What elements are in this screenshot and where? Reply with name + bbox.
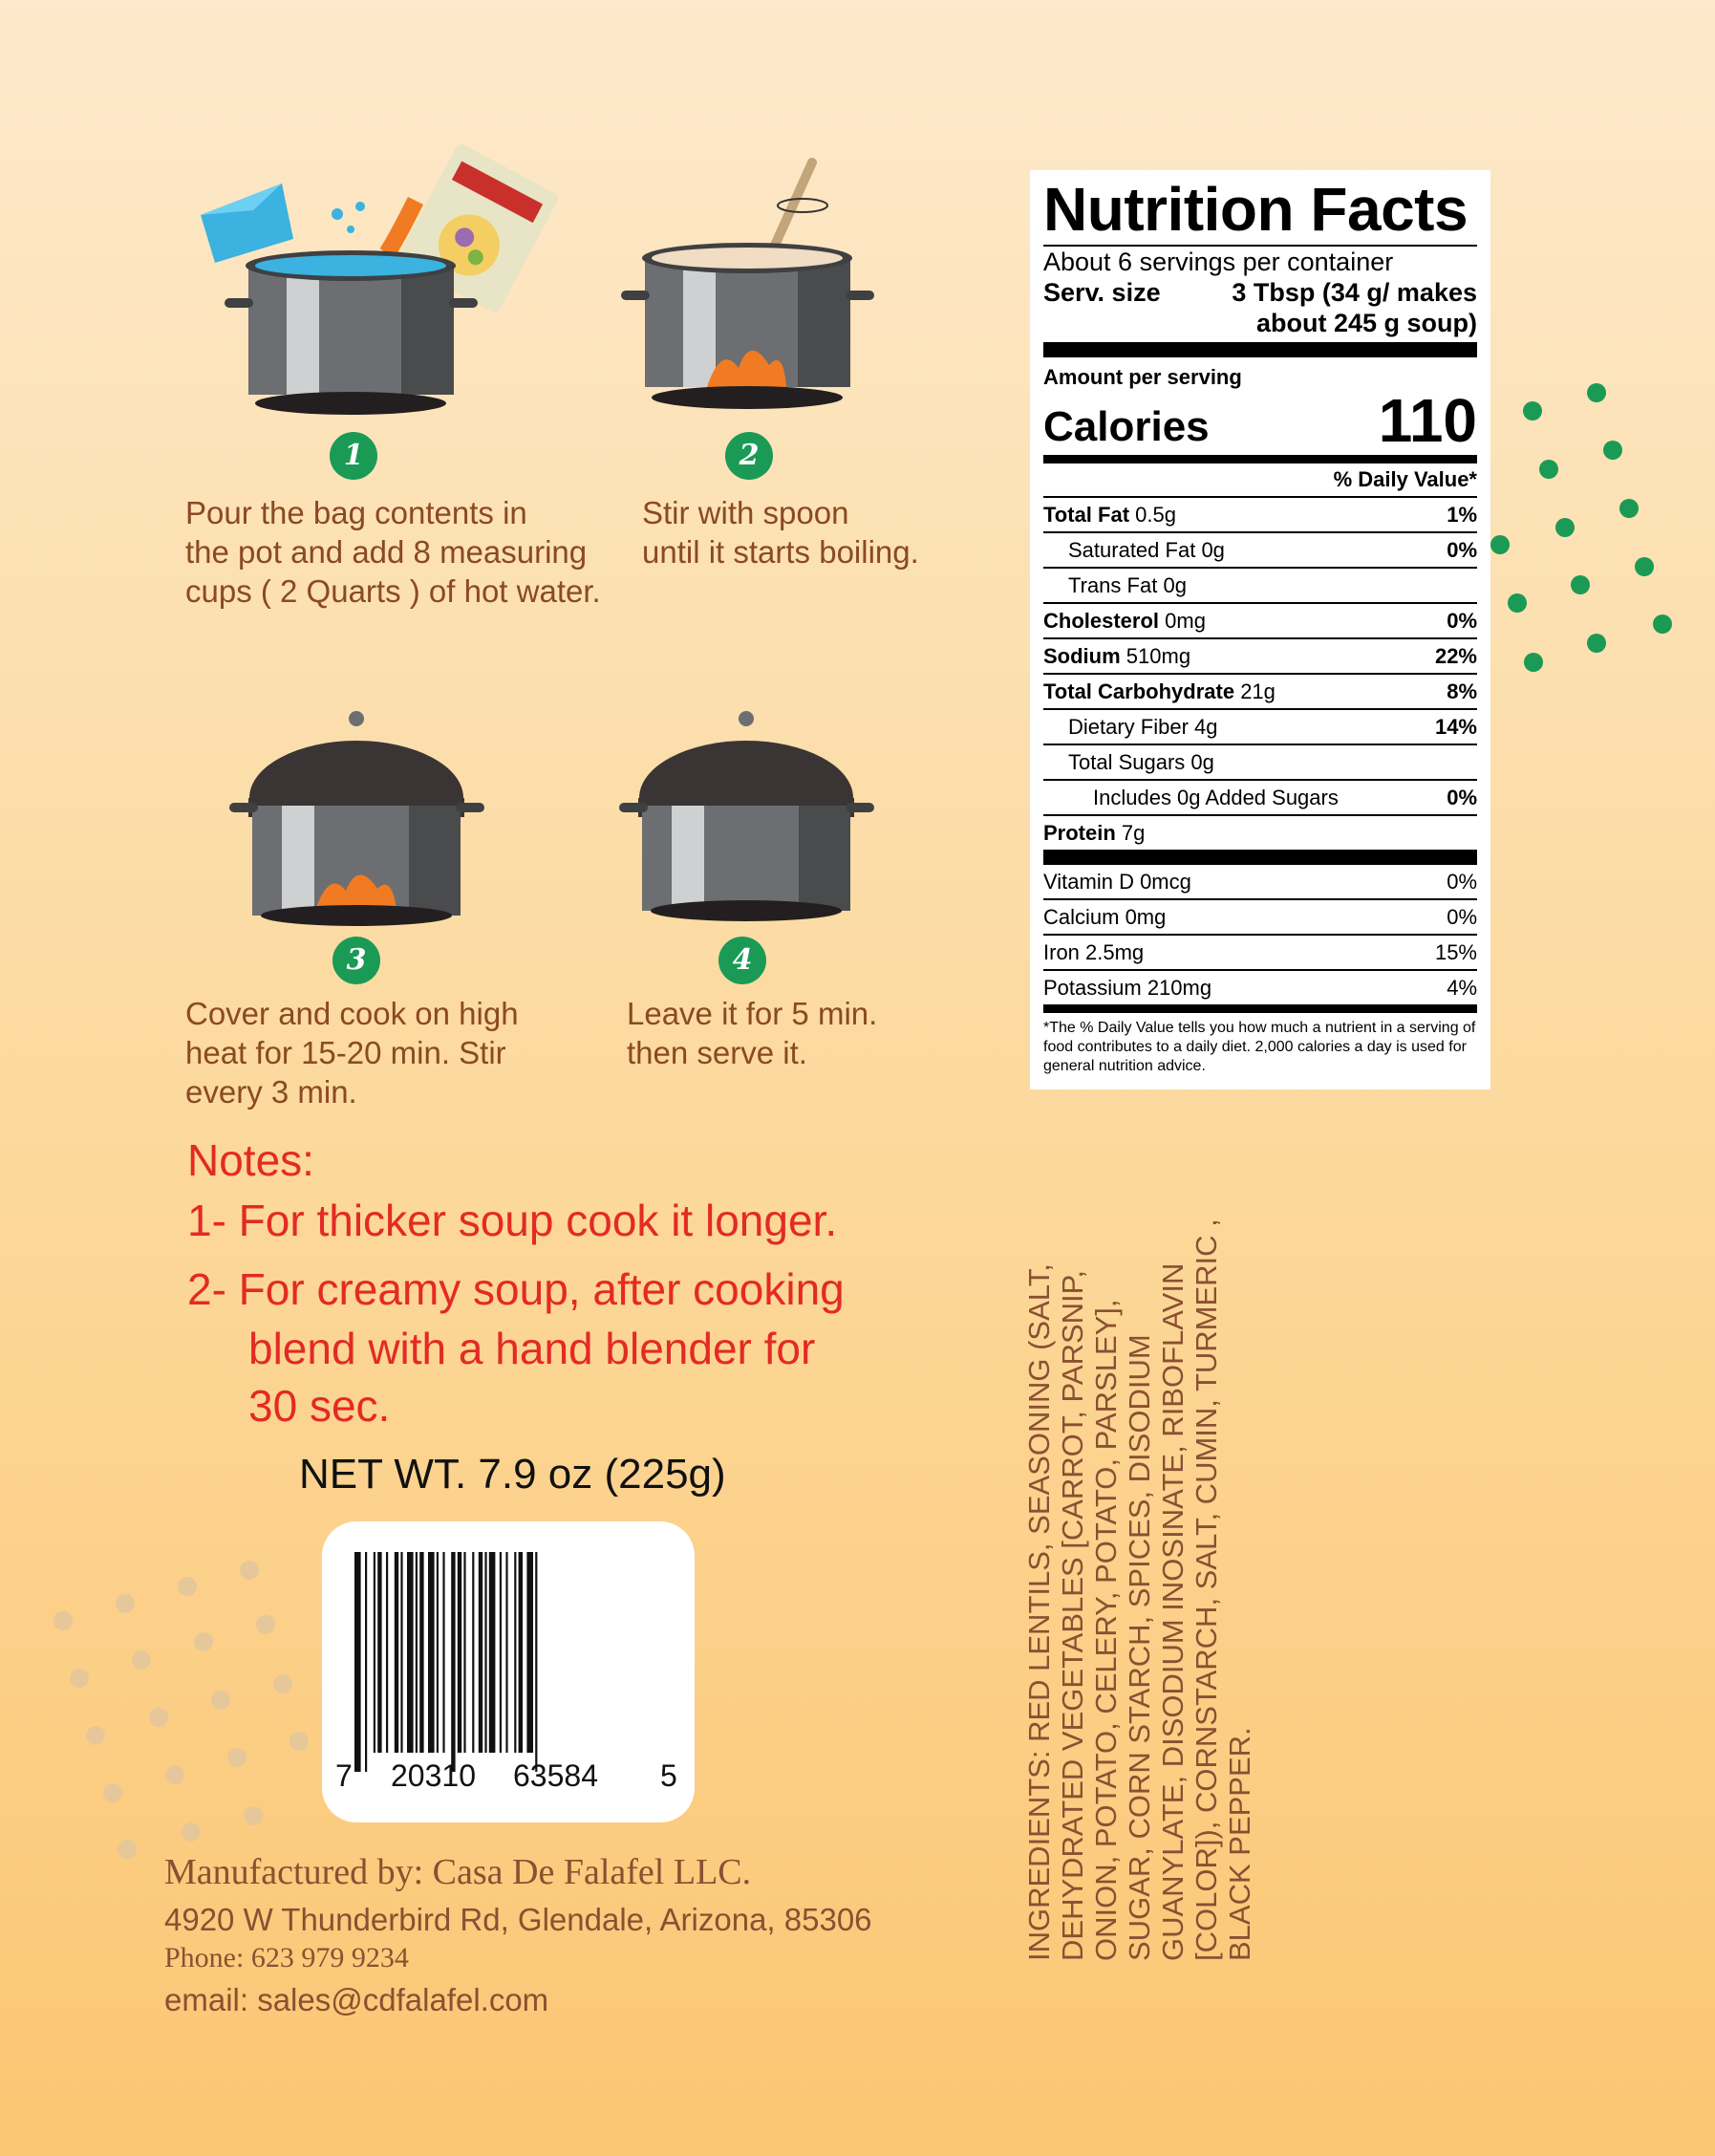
amount-per-serving: Amount per serving [1043, 365, 1242, 389]
covered-pot-fire-illustration [229, 707, 487, 927]
net-weight: NET WT. 7.9 oz (225g) [299, 1451, 726, 1498]
vitamin-row: Calcium 0mg 0% [1043, 898, 1477, 934]
step-2-text: Stir with spoon until it starts boiling. [642, 495, 919, 570]
step-3-badge: 3 [332, 937, 380, 984]
manufacturer-address: 4920 W Thunderbird Rd, Glendale, Arizona, 85306 [164, 1902, 872, 1937]
step-1-text: Pour the bag contents in the pot and add 8 measuring cups ( 2 Quarts ) of hot water. [185, 495, 601, 609]
barcode [322, 1521, 695, 1822]
vitamin-row: Iron 2.5mg 15% [1043, 934, 1477, 969]
nutrient-row: Cholesterol 0mg 0% [1043, 602, 1477, 637]
barcode-digits-right: 63584 [513, 1758, 598, 1793]
serving-size-label: Serv. size [1043, 278, 1161, 307]
note-1: 1- For thicker soup cook it longer. [187, 1196, 838, 1245]
manufacturer-phone: Phone: 623 979 9234 [164, 1942, 409, 1973]
note-2-line-1: 2- For creamy soup, after cooking [187, 1264, 845, 1314]
nutrient-row: Trans Fat 0g [1043, 567, 1477, 602]
nutrient-row: Dietary Fiber 4g 14% [1043, 708, 1477, 744]
nutrient-row: Total Sugars 0g [1043, 744, 1477, 779]
tan-dots-decoration [48, 1548, 334, 1873]
covered-pot-illustration [619, 707, 877, 922]
barcode-digit-first: 7 [335, 1758, 353, 1793]
step-4-text: Leave it for 5 min. then serve it. [627, 996, 878, 1070]
barcode-digits-left: 20310 [391, 1758, 476, 1793]
note-2-line-2: blend with a hand blender for [248, 1324, 816, 1373]
servings-per-container: About 6 servings per container [1043, 248, 1394, 276]
step-4-badge: 4 [718, 937, 766, 984]
pot-stirring-illustration [616, 153, 893, 420]
serving-size-value-2: about 245 g soup) [1255, 309, 1477, 337]
serving-size-value: 3 Tbsp (34 g/ makes [1232, 278, 1477, 307]
barcode-bars [354, 1552, 660, 1772]
step-3-text: Cover and cook on high heat for 15-20 min. Stir every 3 min. [185, 996, 519, 1110]
vitamin-row: Potassium 210mg 4% [1043, 969, 1477, 1004]
nutrient-row: Saturated Fat 0g 0% [1043, 531, 1477, 567]
daily-value-header: % Daily Value* [1333, 467, 1477, 491]
calories-value: 110 [1378, 386, 1477, 455]
notes-title: Notes: [187, 1135, 314, 1185]
ingredients-list: INGREDIENTS: RED LENTILS, SEASONING (SALT, DEHYDRATED VEGETABLES [CARROT, PARSNIP, ONION, POTATO, CELERY, POTATO, PARSLEY], SUGAR, CORN STARCH, SPICES, DISODIUM GUANYLATE, DISODIUM INOSINATE, RIBOFLAVIN [COLOR]), CORNSTARCH, SALT, CUMIN, TURMERIC , BLACK PEPPER. [1022, 1218, 1256, 1961]
nutrition-facts-panel [1030, 170, 1490, 1089]
step-2-badge: 2 [725, 432, 773, 480]
barcode-digit-last: 5 [660, 1758, 677, 1793]
nutrient-row: Includes 0g Added Sugars 0% [1043, 779, 1477, 814]
vitamin-row: Vitamin D 0mcg 0% [1043, 870, 1477, 894]
pot-pouring-illustration [196, 134, 588, 420]
nutrient-row: Protein 7g [1043, 814, 1477, 850]
green-dots-decoration [1471, 373, 1682, 688]
nutrition-title: Nutrition Facts [1043, 175, 1468, 244]
note-2-line-3: 30 sec. [248, 1381, 391, 1431]
calories-label: Calories [1043, 403, 1210, 450]
manufacturer-email: email: sales@cdfalafel.com [164, 1982, 549, 2017]
nutrient-row: Sodium 510mg 22% [1043, 637, 1477, 673]
manufacturer-name: Manufactured by: Casa De Falafel LLC. [164, 1852, 752, 1892]
step-1-badge: 1 [330, 432, 377, 480]
nutrient-row: Total Carbohydrate 21g 8% [1043, 673, 1477, 708]
nutrient-row: Total Fat 0.5g 1% [1043, 496, 1477, 531]
daily-value-footnote: *The % Daily Value tells you how much a nutrient in a serving of food contributes to a daily diet. 2,000 calories a day is used for general nutrition advice. [1043, 1020, 1476, 1074]
